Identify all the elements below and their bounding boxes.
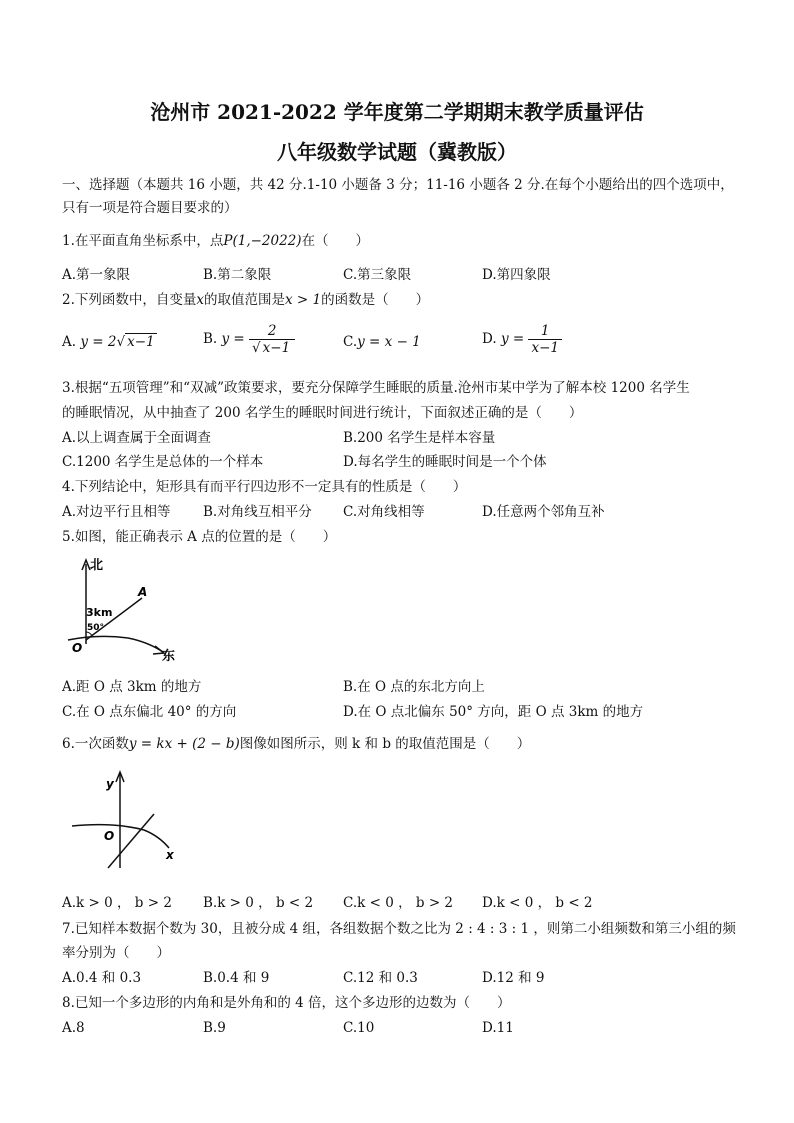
question-3-line1: 3.根据“五项管理”和“双减”政策要求，要充分保障学生睡眠的质量.沧州市某中学为了解本校 1200 名学生 [62, 380, 690, 396]
q5-east-label: 东 [162, 649, 176, 664]
q2-d-label: D. [482, 331, 497, 347]
question-8: 8.已知一个多边形的内角和是外角和的 4 倍，这个多边形的边数为（ ） [62, 995, 511, 1011]
q2-a-expr: y = 2 [80, 334, 117, 350]
q1-point: P(1,−2022) [223, 233, 302, 249]
q2-option-a [62, 333, 157, 351]
q6-stem-pre: 6.一次函数 [62, 736, 129, 752]
q2-var: x [196, 292, 205, 308]
q5-option-d: D.在 O 点北偏东 50° 方向，距 O 点 3km 的地方 [343, 704, 644, 720]
q2-b-lhs: y = [221, 331, 245, 347]
q3-option-d: D.每名学生的睡眠时间是一个个体 [343, 454, 547, 470]
q8-option-b: B.9 [203, 1020, 226, 1036]
q5-option-c: C.在 O 点东偏北 40° 的方向 [62, 704, 237, 720]
q6-option-b: B.k > 0 ， b < 2 [203, 895, 314, 911]
q2-condition: x > 1 [285, 292, 322, 308]
q3-option-a: A.以上调查属于全面调查 [62, 430, 212, 446]
q4-option-d: D.任意两个邻角互补 [482, 504, 605, 520]
q5-direction-figure [58, 552, 188, 664]
q2-d-denominator: x−1 [531, 340, 559, 356]
q7-option-b: B.0.4 和 9 [203, 970, 270, 986]
q2-stem-post: 的函数是（ ） [321, 292, 430, 308]
q2-b-numerator: 2 [249, 323, 295, 340]
question-6 [62, 735, 530, 753]
q2-option-d [482, 323, 562, 356]
q3-option-c: C.1200 名学生是总体的一个样本 [62, 454, 264, 470]
q2-d-numerator: 1 [528, 323, 562, 340]
q2-stem-pre: 2.下列函数中，自变量 [62, 292, 197, 308]
q5-east-axis [68, 636, 163, 652]
q2-stem-mid: 的取值范围是 [204, 292, 286, 308]
q8-option-a: A.8 [62, 1020, 85, 1036]
question-4: 4.下列结论中，矩形具有而平行四边形不一定具有的性质是（ ） [62, 479, 467, 495]
page-title: 沧州市 2021-2022 学年度第二学期期末教学质量评估 [150, 100, 644, 124]
q5-option-b: B.在 O 点的东北方向上 [343, 679, 485, 695]
q5-ray-to-a [86, 598, 142, 640]
q3-option-b: B.200 名学生是样本容量 [343, 430, 496, 446]
q2-b-radicand: x−1 [262, 340, 291, 356]
sqrt-icon: √ [252, 340, 261, 356]
q2-a-radicand: x−1 [127, 334, 155, 350]
q6-option-d: D.k < 0 ， b < 2 [482, 895, 593, 911]
q1-option-c: C.第三象限 [343, 267, 412, 283]
q2-option-b [203, 323, 295, 356]
q6-function: y = kx + (2 − b) [128, 736, 240, 752]
q5-origin-label: O [72, 641, 83, 655]
question-7-line1: 7.已知样本数据个数为 30，且被分成 4 组，各组数据个数之比为 2 : 4 : 3 : 1 ，则第二小组频数和第三小组的频 [62, 921, 736, 937]
q1-option-b: B.第二象限 [203, 267, 272, 283]
q8-option-c: C.10 [343, 1020, 375, 1036]
q6-graph-figure [64, 764, 184, 876]
q2-d-lhs: y = [500, 331, 525, 347]
q4-option-b: B.对角线互相平分 [203, 504, 312, 520]
question-5: 5.如图，能正确表示 A 点的位置的是（ ） [62, 529, 337, 545]
q2-b-label: B. [203, 331, 218, 347]
question-1 [62, 232, 369, 250]
q8-option-d: D.11 [482, 1020, 514, 1036]
question-3-line2: 的睡眠情况，从中抽查了 200 名学生的睡眠时间进行统计，下面叙述正确的是（ ） [62, 405, 583, 421]
section-instructions-line2: 只有一项是符合题目要求的） [62, 200, 238, 216]
q2-option-c [343, 333, 421, 351]
q4-option-c: C.对角线相等 [343, 504, 425, 520]
q5-option-a: A.距 O 点 3km 的地方 [62, 679, 202, 695]
q2-b-denominator [249, 340, 295, 356]
q2-d-fraction [528, 323, 562, 356]
q2-c-expr: y = x − 1 [357, 334, 421, 350]
q2-c-label: C. [343, 334, 358, 350]
q2-a-label: A. [62, 334, 77, 350]
q6-option-a: A.k > 0 ， b > 2 [62, 895, 172, 911]
q7-option-d: D.12 和 9 [482, 970, 545, 986]
q6-option-c: C.k < 0 ， b > 2 [343, 895, 454, 911]
q6-y-label: y [106, 777, 114, 791]
q7-option-c: C.12 和 0.3 [343, 970, 418, 986]
question-2 [62, 291, 429, 309]
q6-function-line [108, 814, 154, 868]
q6-x-label: x [166, 848, 174, 862]
q5-distance-label: 3km [86, 606, 113, 619]
question-7-line2: 率分别为（ ） [62, 945, 170, 961]
q1-stem-post: 在（ ） [301, 233, 370, 249]
q5-north-label: 北 [90, 558, 104, 573]
q5-angle-label: 50° [87, 623, 105, 633]
q6-origin-label: O [104, 829, 115, 843]
q1-option-a: A.第一象限 [62, 267, 131, 283]
section-instructions-line1: 一、选择题（本题共 16 小题，共 42 分.1-10 小题备 3 分；11-16 小题各 2 分.在每个小题给出的四个选项中， [62, 177, 734, 193]
q1-stem-pre: 1.在平面直角坐标系中，点 [62, 233, 224, 249]
q5-point-a: A [138, 585, 148, 599]
q7-option-a: A.0.4 和 0.3 [62, 970, 142, 986]
sqrt-icon: √ [116, 334, 126, 350]
q1-option-d: D.第四象限 [482, 267, 551, 283]
page-subtitle: 八年级数学试题（冀教版） [277, 140, 517, 164]
q2-b-fraction [249, 323, 295, 356]
q6-stem-post: 图像如图所示，则 k 和 b 的取值范围是（ ） [239, 736, 531, 752]
q4-option-a: A.对边平行且相等 [62, 504, 171, 520]
